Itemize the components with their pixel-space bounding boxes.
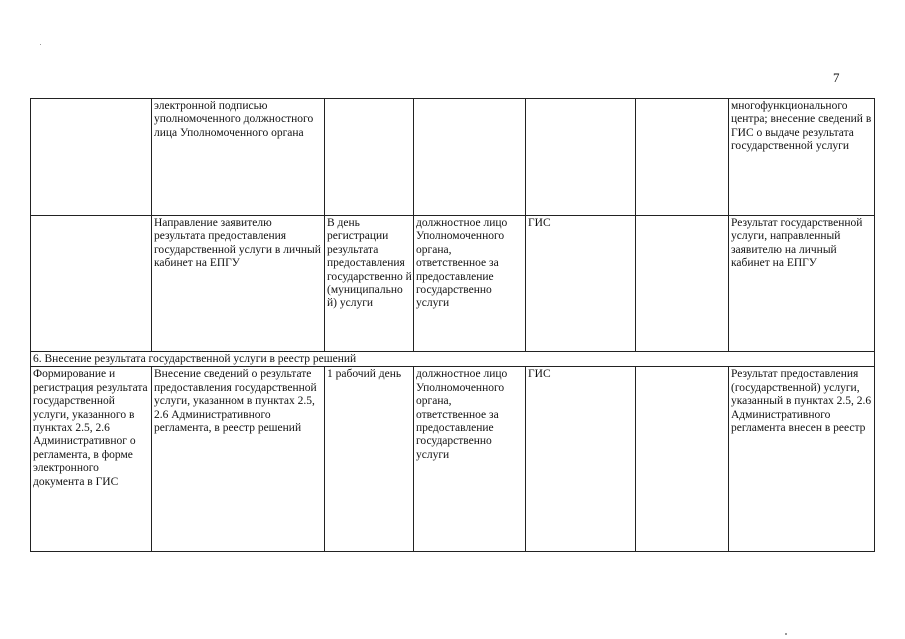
table-cell: Результат предоставления (государственной) услуги, указанный в пунктах 2.5, 2.6 Административного регламента внесен в реестр [729,367,875,552]
table-cell: ГИС [526,367,636,552]
process-table [30,98,875,552]
table-cell: Формирование и регистрация результата государственной услуги, указанного в пунктах 2.5, 2.6 Административног о регламента, в форме электронного документа в ГИС [31,367,152,552]
table-cell: должностное лицо Уполномоченного органа, ответственное за предоставление государственно услуги [414,367,526,552]
table-cell [636,367,729,552]
page-number: 7 [833,70,840,85]
table-cell: В день регистрации результата предоставления государственно й (муниципально й) услуги [325,216,414,352]
scan-speck [40,44,41,45]
table-cell: 1 рабочий день [325,367,414,552]
table-row [31,99,875,216]
table-cell: ГИС [526,216,636,352]
table-cell [31,216,152,352]
table-cell [31,99,152,216]
table-cell [636,99,729,216]
table-row [31,367,875,552]
table-cell: Направление заявителю результата предоставления государственной услуги в личный кабинет на ЕПГУ [152,216,325,352]
table-cell [325,99,414,216]
section-header: 6. Внесение результата государственной услуги в реестр решений [31,352,875,367]
table-cell: Внесение сведений о результате предоставления государственной услуги, указанном в пунктах 2.5, 2.6 Административного регламента, в реестр решений [152,367,325,552]
table-cell: Результат государственной услуги, направленный заявителю на личный кабинет на ЕПГУ [729,216,875,352]
table-cell [636,216,729,352]
table-cell: многофункционального центра; внесение сведений в ГИС о выдаче результата государственной услуги [729,99,875,216]
table-cell: электронной подписью уполномоченного должностного лица Уполномоченного органа [152,99,325,216]
table-cell [414,99,526,216]
scan-speck [785,633,787,635]
section-header-row [31,352,875,367]
table-cell [526,99,636,216]
table-row [31,216,875,352]
table-cell: должностное лицо Уполномоченного органа, ответственное за предоставление государственно услуги [414,216,526,352]
